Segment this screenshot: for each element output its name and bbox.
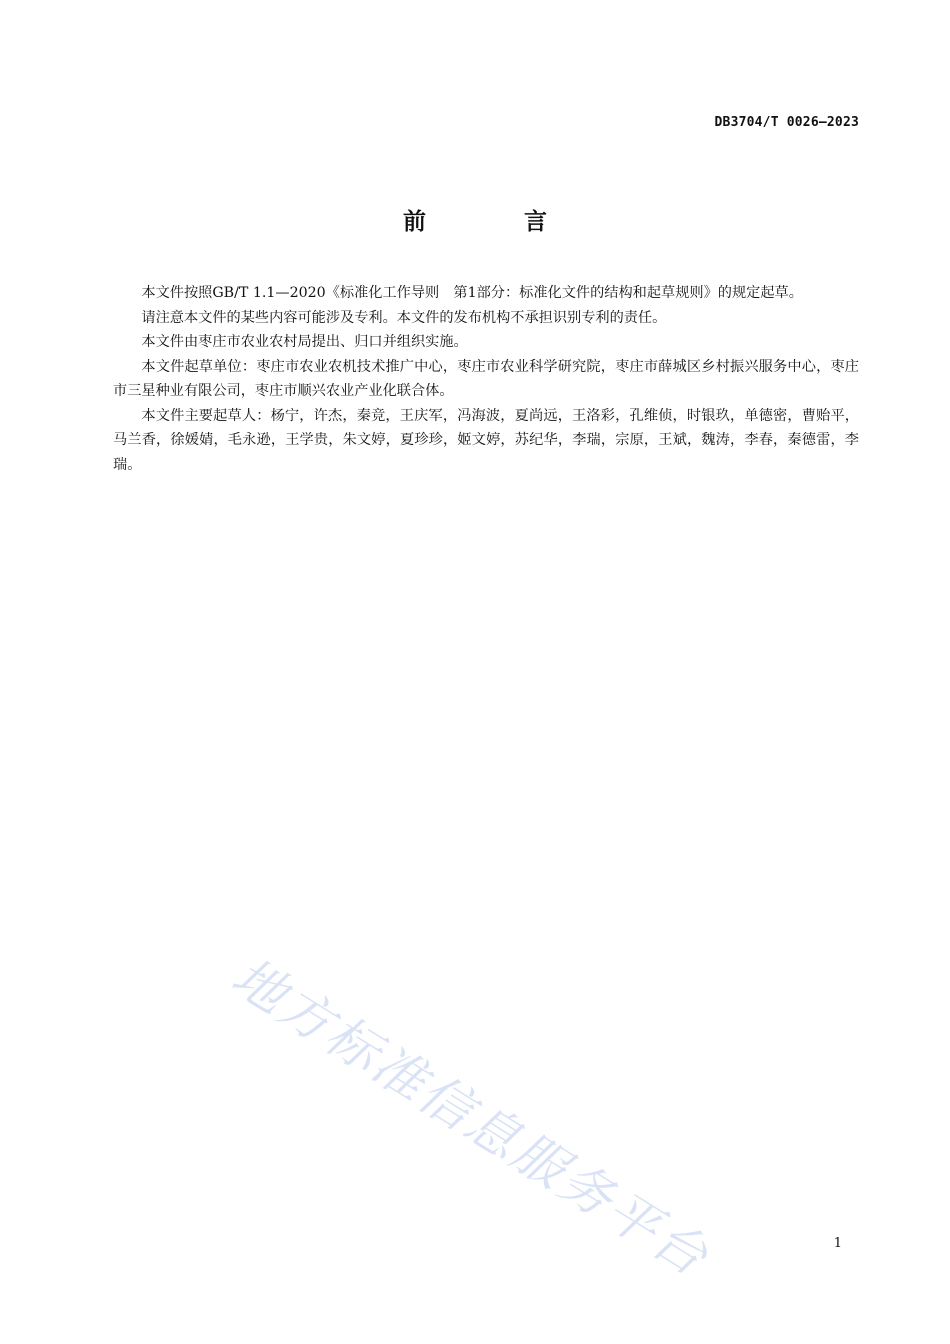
paragraph-patent-notice: 请注意本文件的某些内容可能涉及专利。本文件的发布机构不承担识别专利的责任。 xyxy=(141,309,667,326)
watermark: 地方标准信息服务平台 xyxy=(221,946,720,1290)
paragraph-drafting-rules: 本文件按照GB/T 1.1—2020《标准化工作导则 第1部分：标准化文件的结构和起草规则》的规定起草。 xyxy=(141,285,803,301)
document-code: DB3704/T 0026—2023 xyxy=(714,115,859,130)
paragraph-proposer: 本文件由枣庄市农业农村局提出、归口并组织实施。 xyxy=(141,334,468,350)
page-title: 前 言 xyxy=(402,209,592,235)
foreword-body xyxy=(113,281,859,477)
paragraph-drafting-units: 本文件起草单位：枣庄市农业农机技术推广中心，枣庄市农业科学研究院，枣庄市薛城区乡村振兴服务中心，枣庄市三星种业有限公司，枣庄市顺兴农业产业化联合体。 xyxy=(113,358,859,399)
paragraph-drafters: 本文件主要起草人：杨宁，许杰，秦竞，王庆军，冯海波，夏尚远，王洛彩，孔维侦，时银玖，单德密，曹贻平，马兰香，徐媛婧，毛永逊，王学贵，朱文婷，夏珍珍，姬文婷，苏纪华，李瑞，宗原，王斌，魏涛，李春，秦德雷，李瑞。 xyxy=(113,407,859,473)
page-number: 1 xyxy=(833,1236,842,1251)
